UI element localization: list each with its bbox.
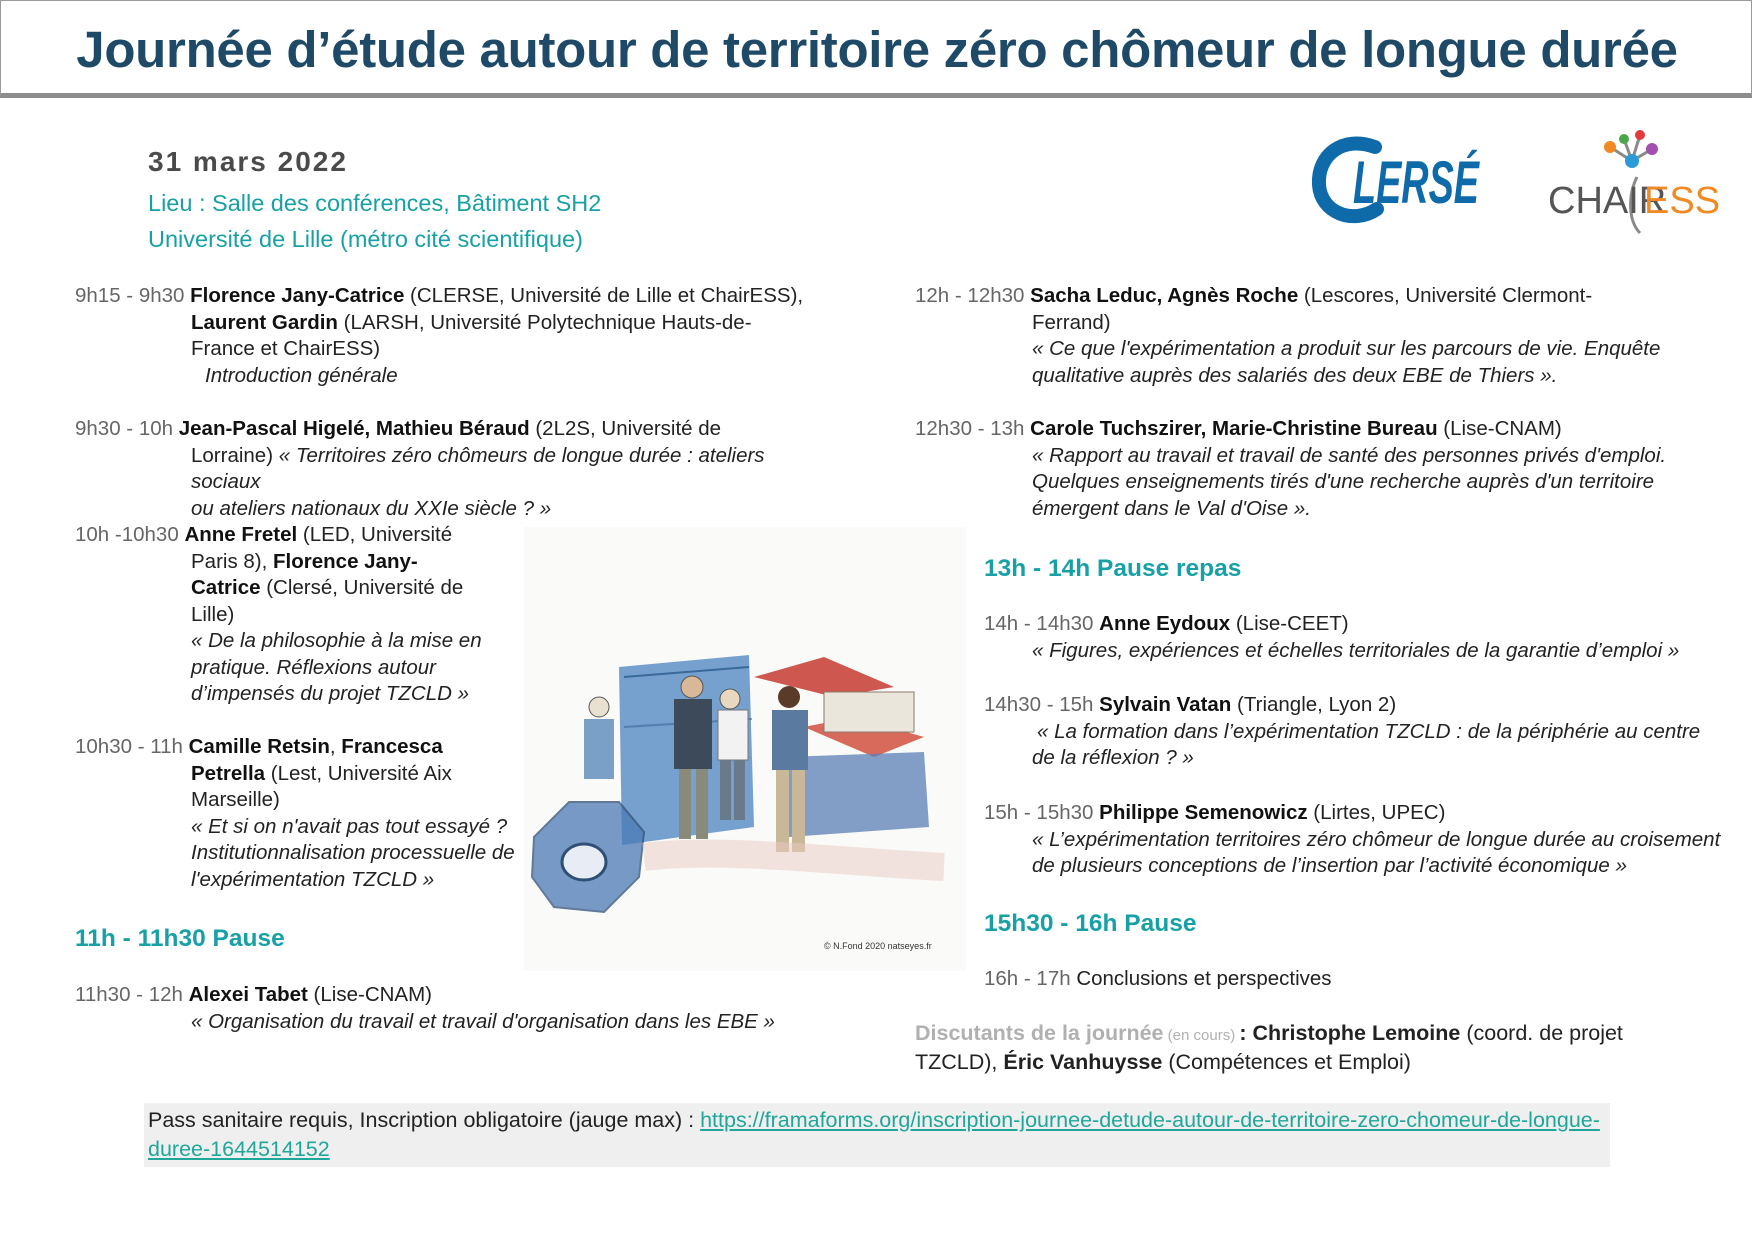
talk-title: « Rapport au travail et travail de santé des personnes privés d'emploi. xyxy=(1032,443,1667,467)
speaker-names: Anne Eydoux xyxy=(1099,612,1231,635)
registration-link[interactable]: https://framaforms.org/inscription-journee-detude-autour-de-territoire-zero-chomeur-de-longue-duree-1644514152 xyxy=(148,1108,1600,1161)
slot-time: 11h30 - 12h xyxy=(75,983,183,1006)
slot-time: 15h - 15h30 xyxy=(984,801,1094,824)
event-place: Lieu : Salle des conférences, Bâtiment SH2 xyxy=(148,190,602,216)
registration-note xyxy=(148,1106,1608,1164)
slot-time: 12h - 12h30 xyxy=(915,284,1025,307)
speaker-names: Florence Jany-Catrice xyxy=(190,284,405,307)
pause-afternoon: 15h30 - 16h Pause xyxy=(984,910,1197,937)
program-slot-1200: 12h - 12h30 Sacha Leduc, Agnès Roche (Lescores, Université Clermont- Ferrand) « Ce que l'expérimentation a produit sur les parcours de vie. Enquête qualitative auprès des salariés des deux EBE de Thiers ». xyxy=(915,283,1695,389)
program-slot-1500: 15h - 15h30 Philippe Semenowicz (Lirtes, UPEC) « L’expérimentation territoires zéro chômeur de longue durée au croisement de plusieurs conceptions de l’insertion par l’activité économique » xyxy=(984,800,1744,880)
speaker-names: Sylvain Vatan xyxy=(1099,693,1232,716)
program-slot-1600 xyxy=(984,966,1744,993)
illustration xyxy=(524,527,966,971)
speaker-names: Jean-Pascal Higelé, Mathieu Béraud xyxy=(178,417,530,440)
program-slot-1130: 11h30 - 12h Alexei Tabet (Lise-CNAM) « Organisation du travail et travail d'organisation dans les EBE » xyxy=(75,982,835,1035)
event-date: 31 mars 2022 xyxy=(148,146,348,177)
slot-time: 9h30 - 10h xyxy=(75,417,174,440)
speaker-names: Alexei Tabet xyxy=(188,983,308,1006)
svg-text:LERSÉ: LERSÉ xyxy=(1353,149,1481,216)
speaker-names: Camille Retsin xyxy=(188,735,330,758)
closing-text: Conclusions et perspectives xyxy=(1070,967,1332,990)
slot-time: 10h -10h30 xyxy=(75,523,179,546)
clerse-logo xyxy=(1313,125,1483,235)
talk-title: « Et si on n'avait pas tout essayé ? xyxy=(191,814,508,838)
talk-title: « Figures, expériences et échelles territoriales de la garantie d’emploi » xyxy=(1032,638,1680,662)
speaker-names: Laurent Gardin xyxy=(191,310,338,334)
talk-title: « L’expérimentation territoires zéro chômeur de longue durée au croisement xyxy=(1032,827,1721,851)
speaker-names: Philippe Semenowicz xyxy=(1099,801,1308,824)
pause-morning: 11h - 11h30 Pause xyxy=(75,925,285,952)
slot-time: 12h30 - 13h xyxy=(915,417,1025,440)
talk-title: « Organisation du travail et travail d'organisation dans les EBE » xyxy=(191,1009,775,1033)
slot-time: 10h30 - 11h xyxy=(75,735,183,758)
program-slot-1400: 14h - 14h30 Anne Eydoux (Lise-CEET) « Figures, expériences et échelles territoriales de la garantie d’emploi » xyxy=(984,611,1744,664)
slot-time: 14h - 14h30 xyxy=(984,612,1094,635)
chairess-logo xyxy=(1540,125,1720,235)
ess-text: ESS xyxy=(1644,180,1721,222)
talk-title: « Territoires zéro chômeurs de longue durée : ateliers sociaux xyxy=(191,443,765,493)
speaker-names: Sacha Leduc, Agnès Roche xyxy=(1030,284,1299,307)
discussants: Discutants de la journée (en cours) : Christophe Lemoine (coord. de projet TZCLD), Éric Vanhuysse (Compétences et Emploi) xyxy=(915,1021,1623,1074)
talk-title: « Ce que l'expérimentation a produit sur les parcours de vie. Enquête xyxy=(1032,337,1661,360)
talk-title: « La formation dans l’expérimentation TZCLD : de la périphérie au centre xyxy=(1037,719,1701,743)
registration-text: Pass sanitaire requis, Inscription obligatoire (jauge max) : xyxy=(148,1108,701,1132)
talk-title: « De la philosophie à la mise en xyxy=(191,629,482,652)
program-slot-1430: 14h30 - 15h Sylvain Vatan (Triangle, Lyon 2) « La formation dans l’expérimentation TZCLD : de la périphérie au centre de la réflexion ? » xyxy=(984,692,1744,772)
program-slot-0915: 9h15 - 9h30 Florence Jany-Catrice (CLERSE, Université de Lille et ChairESS), Laurent Gardin (LARSH, Université Polytechnique Hauts-de- France et ChairESS) Introduction générale xyxy=(75,283,835,389)
program-slot-0930: 9h30 - 10h Jean-Pascal Higelé, Mathieu Béraud (2L2S, Université de Lorraine) « Territoires zéro chômeurs de longue durée : ateliers sociaux ou ateliers nationaux du XXIe siècle ? » xyxy=(75,417,765,520)
chair-text: CHAIR xyxy=(1548,180,1667,222)
illustration-credit: © N.Fond 2020 natseyes.fr xyxy=(824,941,932,951)
event-university: Université de Lille (métro cité scientifique) xyxy=(148,226,583,252)
program-slot-1030: 10h30 - 11h Camille Retsin, Francesca Petrella (Lest, Université Aix Marseille) « Et si on n'avait pas tout essayé ? Institutionnalisation processuelle de l'expérimentation TZCLD » xyxy=(75,735,515,891)
program-slot-1230: 12h30 - 13h Carole Tuchszirer, Marie-Christine Bureau (Lise-CNAM) « Rapport au travail et travail de santé des personnes privés d'emploi. Quelques enseignements tirés d'une recherche auprès d'un territoire émergent dans le Val d'Oise ». xyxy=(915,416,1695,522)
slot-time: 9h15 - 9h30 xyxy=(75,284,185,307)
program-slot-1000: 10h -10h30 Anne Fretel (LED, Université Paris 8), Florence Jany- Catrice (Clersé, Université de Lille) « De la philosophie à la mise en pratique. Réflexions autour d’impensés du projet TZCLD » xyxy=(75,522,515,708)
speaker-names: Carole Tuchszirer, Marie-Christine Bureau xyxy=(1030,417,1438,440)
talk-title: Introduction générale xyxy=(205,363,398,387)
pause-lunch: 13h - 14h Pause repas xyxy=(984,555,1242,582)
slot-time: 14h30 - 15h xyxy=(984,693,1094,716)
speaker-names: Anne Fretel xyxy=(184,523,298,546)
slot-time: 16h - 17h xyxy=(984,967,1071,990)
page-title: Journée d’étude autour de territoire zéro chômeur de longue durée xyxy=(76,21,1678,78)
